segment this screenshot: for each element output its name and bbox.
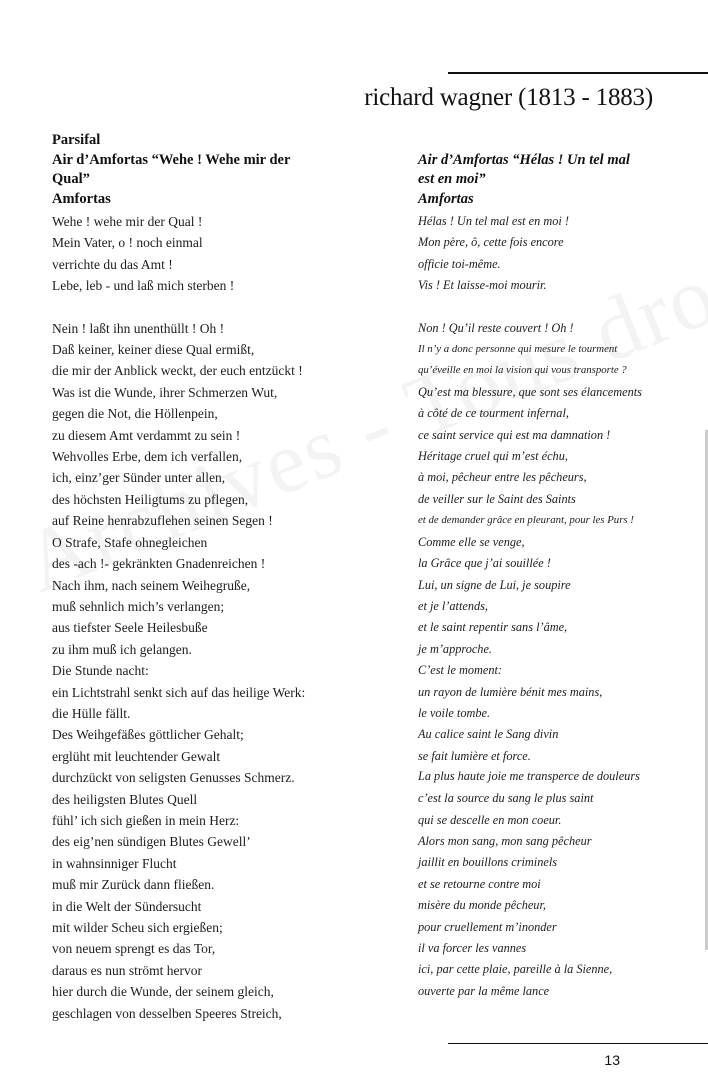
verse-line: La plus haute joie me transperce de douleurs <box>418 769 640 784</box>
verse-line: la Grâce que j’ai souillée ! <box>418 556 551 571</box>
verse-line: Nein ! laßt ihn unenthüllt ! Oh ! <box>52 320 225 336</box>
verse-line: Daß keiner, keiner diese Qual ermißt, <box>52 342 255 358</box>
verse-line: ce saint service qui est ma damnation ! <box>418 427 611 442</box>
french-stanza-1 <box>418 211 678 297</box>
verse-line: officie toi-même. <box>418 256 501 271</box>
verse-line: misère du monde pêcheur, <box>418 898 546 913</box>
verse-line: auf Reine henrabzuflehen seinen Segen ! <box>52 513 273 529</box>
verse-line: Mein Vater, o ! noch einmal <box>52 235 203 251</box>
verse-line: Qu’est ma blessure, que sont ses élancements <box>418 384 642 399</box>
verse-line: von neuem sprengt es das Tor, <box>52 941 216 957</box>
verse-line: des heiligsten Blutes Quell <box>52 791 198 807</box>
verse-line: gegen die Not, die Höllenpein, <box>52 406 218 422</box>
verse-line: Mon père, ô, cette fois encore <box>418 235 564 250</box>
verse-line: à côté de ce tourment infernal, <box>418 406 569 421</box>
verse-line: in wahnsinniger Flucht <box>52 855 177 871</box>
aria-title-german: Air d’Amfortas “Wehe ! Wehe mir der <box>52 151 291 168</box>
verse-line: zu diesem Amt verdammt zu sein ! <box>52 427 241 443</box>
verse-line: Lebe, leb - und laß mich sterben ! <box>52 278 235 294</box>
verse-line: in die Welt der Sündersucht <box>52 898 202 914</box>
german-stanza-1 <box>52 211 372 297</box>
verse-line: muß mir Zurück dann fließen. <box>52 877 215 893</box>
verse-line: durchzückt von seligsten Genusses Schmerz. <box>52 770 295 786</box>
verse-line: Des Weihgefäßes göttlicher Gehalt; <box>52 727 244 743</box>
verse-line: un rayon de lumière bénit mes mains, <box>418 684 603 699</box>
verse-line: de veiller sur le Saint des Saints <box>418 491 576 506</box>
verse-line: Il n’y a donc personne qui mesure le tourment <box>418 343 618 356</box>
verse-line: Hélas ! Un tel mal est en moi ! <box>418 214 569 228</box>
header-rule <box>448 72 708 74</box>
verse-line: Lui, un signe de Lui, je soupire <box>418 577 571 592</box>
verse-line: c’est la source du sang le plus saint <box>418 791 594 806</box>
verse-line: O Strafe, Stafe ohnegleichen <box>52 534 208 550</box>
composer-header: richard wagner (1813 - 1883) <box>364 84 653 111</box>
verse-line: Non ! Qu’il reste couvert ! Oh ! <box>418 320 574 335</box>
footer-rule <box>448 1043 708 1044</box>
verse-line: muß sehnlich mich’s verlangen; <box>52 598 225 614</box>
verse-line: zu ihm muß ich gelangen. <box>52 641 192 657</box>
verse-line: C’est le moment: <box>418 663 503 678</box>
verse-line: qui se descelle en mon coeur. <box>418 812 562 827</box>
verse-line: et le saint repentir sans l’âme, <box>418 620 568 635</box>
verse-line: le voile tombe. <box>418 705 491 720</box>
verse-line: pour cruellement m’inonder <box>418 919 557 934</box>
verse-line: ein Lichtstrahl senkt sich auf das heilige Werk: <box>52 684 306 700</box>
french-column <box>418 131 678 1002</box>
verse-line: ouverte par la même lance <box>418 983 550 998</box>
verse-line: Héritage cruel qui m’est échu, <box>418 449 568 464</box>
character-name-german: Amfortas <box>52 190 111 207</box>
verse-line: Was ist die Wunde, ihrer Schmerzen Wut, <box>52 384 278 400</box>
verse-line: hier durch die Wunde, der seinem gleich, <box>52 984 274 1000</box>
verse-line: geschlagen von desselben Speeres Streich, <box>52 1005 282 1021</box>
verse-line: verrichte du das Amt ! <box>52 256 173 272</box>
verse-line: Comme elle se venge, <box>418 534 525 549</box>
verse-line: die mir der Anblick weckt, der euch entzückt ! <box>52 363 303 379</box>
verse-line: qu’éveille en moi la vision qui vous transporte ? <box>418 364 627 377</box>
verse-line: fühl’ ich sich gießen in mein Herz: <box>52 812 240 828</box>
character-name-french: Amfortas <box>418 190 474 207</box>
verse-line: des eig’nen sündigen Blutes Gewell’ <box>52 834 251 850</box>
aria-title-german-cont: Qual” <box>52 171 90 187</box>
verse-line: à moi, pêcheur entre les pêcheurs, <box>418 470 587 485</box>
opera-title: Parsifal <box>52 132 101 148</box>
verse-line: ici, par cette plaie, pareille à la Sienne, <box>418 962 613 977</box>
verse-line: des höchsten Heiligtums zu pflegen, <box>52 491 249 507</box>
verse-line: et de demander grâce en pleurant, pour les Purs ! <box>418 514 634 527</box>
verse-line: se fait lumière et force. <box>418 748 531 763</box>
verse-line: ich, einz’ger Sünder unter allen, <box>52 470 226 486</box>
aria-title-french: Air d’Amfortas “Hélas ! Un tel mal <box>418 151 630 168</box>
verse-line: je m’approche. <box>418 641 492 656</box>
german-column <box>52 131 372 1024</box>
verse-line: Nach ihm, nach seinem Weihegruße, <box>52 577 251 593</box>
verse-line: Alors mon sang, mon sang pêcheur <box>418 833 592 848</box>
verse-line: aus tiefster Seele Heilesbuße <box>52 620 208 636</box>
verse-line: mit wilder Scheu sich ergießen; <box>52 920 223 935</box>
verse-line: des -ach !- gekränkten Gnadenreichen ! <box>52 556 266 572</box>
aria-title-french-cont: est en moi” <box>418 171 486 187</box>
german-stanza-2 <box>52 318 372 1024</box>
french-stanza-2 <box>418 318 678 1003</box>
verse-line: Wehvolles Erbe, dem ich verfallen, <box>52 449 243 465</box>
verse-line: Wehe ! wehe mir der Qual ! <box>52 214 203 229</box>
verse-line: jaillit en bouillons criminels <box>418 855 558 870</box>
verse-line: erglüht mit leuchtender Gewalt <box>52 748 221 764</box>
verse-line: die Hülle fällt. <box>52 705 131 721</box>
verse-line: et se retourne contre moi <box>418 876 541 891</box>
page-number: 13 <box>604 1052 620 1068</box>
verse-line: Die Stunde nacht: <box>52 663 149 679</box>
verse-line: il va forcer les vannes <box>418 941 527 955</box>
verse-line: daraus es nun strömt hervor <box>52 962 202 978</box>
verse-line: et je l’attends, <box>418 598 489 613</box>
verse-line: Au calice saint le Sang divin <box>418 727 559 742</box>
verse-line: Vis ! Et laisse-moi mourir. <box>418 278 547 293</box>
